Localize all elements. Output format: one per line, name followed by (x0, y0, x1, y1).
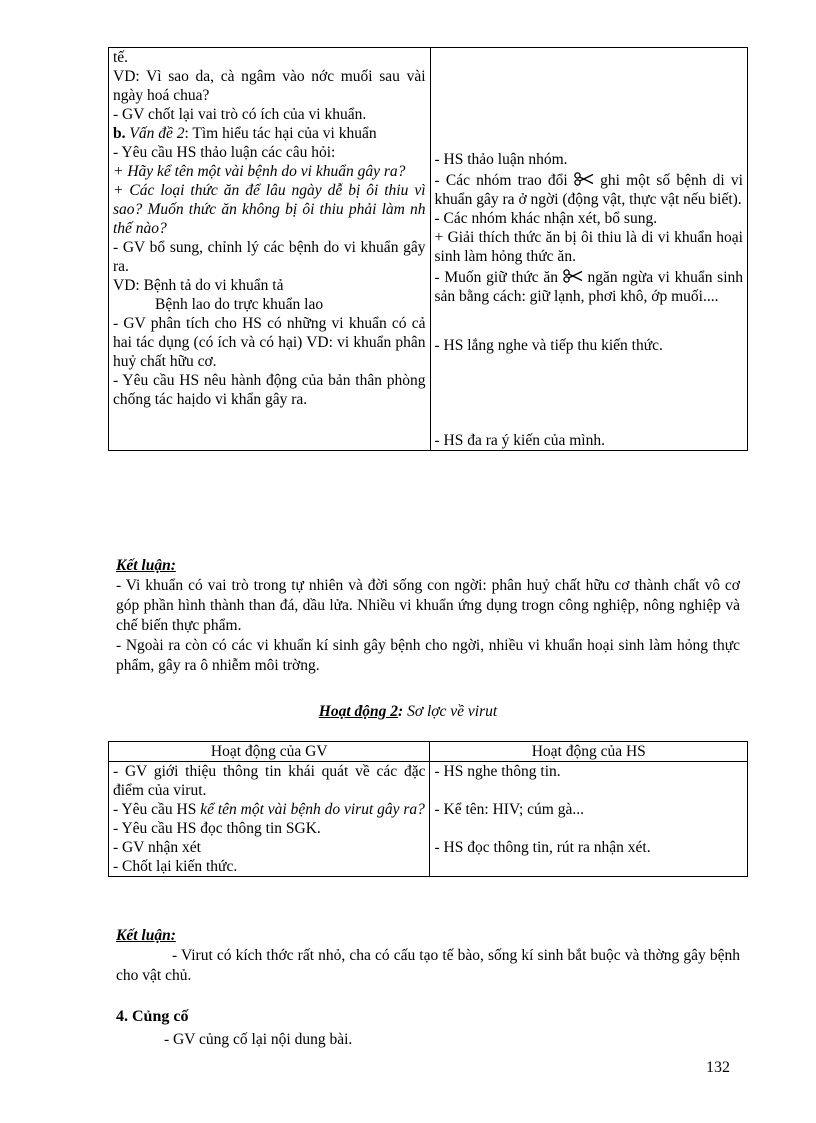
text-line (113, 124, 426, 143)
text-line (435, 171, 743, 209)
preserve-food-cont: ngăn ngừa vi khuẩn sinh sản bằng cách: giữ lạnh, phơi khô, ớp muối.... (434, 269, 744, 305)
activity-colon: : (398, 703, 404, 720)
page-number: 132 (706, 1059, 730, 1076)
text-line: - GV phân tích cho HS có những vi khuẩn có cả hai tác dụng (có ích và có hại) VD: vi khuẩn phân huỷ chất hữu cơ. (113, 315, 426, 370)
text-line: - HS thảo luận nhóm. (434, 151, 568, 168)
student-column (430, 762, 748, 877)
text-line: tế. (113, 49, 129, 66)
activity-2-heading (0, 703, 816, 721)
text-line: - Yêu cầu HS thảo luận các câu hỏi: (113, 144, 336, 161)
conclusion-paragraph: - Virut có kích thớc rất nhỏ, cha có cấu tạo tế bào, sống kí sinh bắt buộc và thờng gây bệnh cho vật chủ. (116, 947, 740, 984)
issue-title: Vấn đề 2 (129, 125, 185, 142)
text-line: - GV giới thiệu thông tin khái quát về các đặc điểm của virut. (113, 763, 426, 799)
preserve-food: - Muốn giữ thức ăn (434, 269, 559, 286)
text-line (113, 800, 425, 819)
header-student: Hoạt động của HS (430, 742, 748, 762)
ask-question: kể tên một vài bệnh do virut gây ra? (200, 801, 425, 818)
conclusion-paragraph: - Ngoài ra còn có các vi khuẩn kí sinh gây bệnh cho ngời, nhiều vi khuẩn hoại sinh làm hỏng thực phẩm, gây ra ô nhiễm môi trờng. (116, 637, 740, 674)
text-line: - Kể tên: HIV; cúm gà... (434, 801, 584, 818)
table-row (109, 48, 748, 451)
text-line: VD: Vì sao da, cà ngâm vào nớc muối sau vài ngày hoá chua? (113, 68, 426, 104)
text-line: - Chốt lại kiến thức. (113, 858, 238, 875)
activity-table-continued (108, 47, 748, 451)
group-exchange: - Các nhóm trao đổi (434, 172, 568, 189)
text-line: - Yêu cầu HS nêu hành động của bản thân phòng chống tác haịdo vi khẩn gây ra. (113, 372, 426, 408)
table-header-row (109, 742, 748, 762)
text-line: - HS lắng nghe và tiếp thu kiến thức. (434, 337, 663, 354)
group-exchange-cont: ghi một số bệnh di vi khuẩn gây ra ở ngời (động vật, thực vật nếu biết). (434, 172, 743, 208)
section-4-text: - GV củng cố lại nội dung bài. (164, 1031, 353, 1048)
teacher-column (109, 762, 430, 877)
question-line: + Các loại thức ăn để lâu ngày dễ bị ôi thiu vì sao? Muốn thức ăn không bị ôi thiu phải làm nh thế nào? (113, 182, 426, 237)
teacher-column (109, 48, 431, 451)
item-marker: b. (113, 125, 126, 142)
student-column (430, 48, 747, 451)
text-line: - Các nhóm khác nhận xét, bổ sung. (434, 210, 658, 227)
text-line: - GV chốt lại vai trò có ích của vi khuẩn. (113, 106, 367, 123)
conclusion-2 (116, 926, 740, 986)
conclusion-label: Kết luận: (116, 927, 176, 944)
text-line: VD: Bệnh tả do vi khuẩn tả (113, 277, 284, 294)
scissors-icon (563, 269, 583, 283)
section-4-heading: 4. Củng cố (116, 1008, 189, 1025)
conclusion-label: Kết luận: (116, 557, 176, 574)
activity-subtitle: Sơ lợc về virut (403, 703, 498, 720)
text-line: - HS đọc thông tin, rút ra nhận xét. (434, 839, 651, 856)
text-line (435, 268, 743, 306)
table-row (109, 762, 748, 877)
header-teacher: Hoạt động của GV (109, 742, 430, 762)
text-line: - GV nhận xét (113, 839, 201, 856)
scissors-icon (574, 172, 594, 186)
ask-text: - Yêu cầu HS (113, 801, 201, 818)
question-line: + Hãy kể tên một vài bệnh do vi khuẩn gây ra? (113, 163, 406, 180)
text-line: - HS đa ra ý kiến của mình. (434, 432, 605, 449)
conclusion-paragraph: - Vi khuẩn có vai trò trong tự nhiên và đời sống con ngời: phân huỷ chất hữu cơ thành chất vô cơ góp phần hình thành than đá, dầu lửa. Nhiều vi khuẩn ứng dụng trogn công nghiệp, nông nghiệp và chế biến thực phẩm. (116, 577, 740, 634)
text-line: - Yêu cầu HS đọc thông tin SGK. (113, 820, 321, 837)
text-line: - HS nghe thông tin. (434, 763, 561, 780)
issue-text: : Tìm hiểu tác hại của vi khuẩn (184, 125, 377, 142)
text-line: - GV bổ sung, chỉnh lý các bệnh do vi khuẩn gây ra. (113, 239, 426, 275)
conclusion-1 (116, 556, 740, 676)
text-line: Bệnh lao do trực khuẩn lao (155, 296, 324, 313)
text-line: + Giải thích thức ăn bị ôi thiu là di vi khuẩn hoại sinh làm hỏng thức ăn. (434, 229, 743, 265)
activity-2-table (108, 741, 748, 877)
activity-title: Hoạt động 2 (318, 703, 399, 720)
